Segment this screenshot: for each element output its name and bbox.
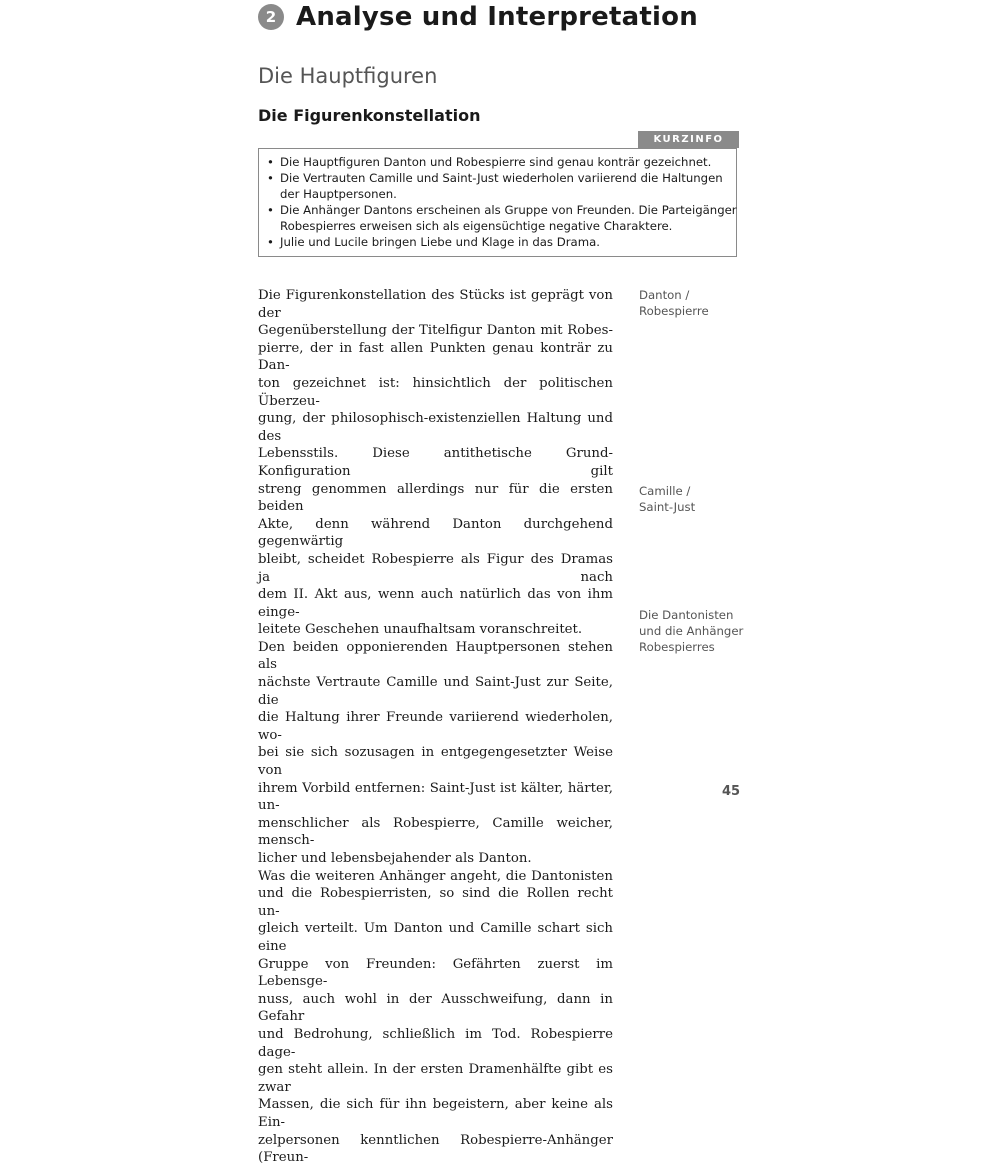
margin-note-line: Die Dantonisten	[639, 608, 734, 622]
margin-note-line: Robespierre	[639, 304, 709, 318]
margin-note-line: Robespierres	[639, 640, 715, 654]
body-line: licher und lebensbejahender als Danton.	[258, 851, 532, 866]
subsection-title: Die Figurenkonstellation	[258, 106, 481, 125]
margin-note-line: Danton /	[639, 288, 690, 302]
kurzinfo-line: • Die Hauptfiguren Danton und Robespierre sind genau konträr gezeichnet.	[280, 155, 712, 169]
kurzinfo-line: Robespierres erweisen sich als eigensüchtige negative Charaktere.	[280, 219, 673, 233]
section-title: Die Hauptfiguren	[258, 64, 438, 88]
kurzinfo-line: • Julie und Lucile bringen Liebe und Klage in das Drama.	[280, 235, 600, 249]
margin-note-dantonisten	[639, 607, 759, 655]
kurzinfo-item	[267, 154, 730, 170]
body-line: Lebensstils. Diese antithetische Grund-Konfiguration gilt	[258, 446, 613, 479]
body-line: gung, der philosophisch-existenziellen Haltung und des	[258, 411, 613, 444]
body-line: pierre, der in fast allen Punkten genau konträr zu Dan-	[258, 340, 613, 374]
body-line: leitete Geschehen unaufhaltsam voranschreitet.	[258, 622, 583, 638]
margin-note-line: Saint-Just	[639, 500, 696, 514]
body-line: nuss, auch wohl in der Ausschweifung, dann in Gefahr	[258, 991, 613, 1025]
margin-note-line: Camille /	[639, 484, 691, 498]
body-line: Gruppe von Freunden: Gefährten zuerst im Lebensge-	[258, 956, 613, 990]
kurzinfo-item	[267, 234, 730, 250]
body-line: und Bedrohung, schließlich im Tod. Robespierre dage-	[258, 1026, 613, 1060]
margin-note-camille-saint-just	[639, 483, 759, 515]
body-line: Was die weiteren Anhänger angeht, die Dantonisten	[258, 868, 613, 884]
margin-note-line: und die Anhänger	[639, 624, 744, 638]
kurzinfo-list	[267, 154, 737, 250]
chapter-heading	[258, 2, 698, 32]
kurzinfo-line: • Die Anhänger Dantons erscheinen als Gruppe von Freunden. Die Parteigänger	[280, 203, 737, 217]
chapter-number-badge: 2	[258, 4, 284, 30]
body-line: nächste Vertraute Camille und Saint-Just zur Seite, die	[258, 675, 613, 708]
body-line: die Haltung ihrer Freunde variierend wiederholen, wo-	[258, 710, 613, 743]
body-line: zelpersonen kenntlichen Robespierre-Anhänger (Freun-	[258, 1132, 613, 1166]
body-line: Akte, denn während Danton durchgehend gegenwärtig	[258, 516, 613, 550]
body-line: gen steht allein. In der ersten Dramenhälfte gibt es zwar	[258, 1062, 613, 1095]
body-line: ton gezeichnet ist: hinsichtlich der politischen Überzeu-	[258, 375, 613, 409]
kurzinfo-box	[258, 148, 737, 257]
body-line: dem II. Akt aus, wenn auch natürlich das von ihm einge-	[258, 587, 613, 620]
body-line: bleibt, scheidet Robespierre als Figur des Dramas ja nach	[258, 551, 613, 585]
body-line: Massen, die sich für ihn begeistern, aber keine als Ein-	[258, 1097, 613, 1130]
body-line: bei sie sich sozusagen in entgegengesetzter Weise von	[258, 745, 613, 779]
margin-note-danton-robespierre	[639, 287, 759, 319]
kurzinfo-line: • Die Vertrauten Camille und Saint-Just wiederholen variierend die Haltungen	[280, 171, 723, 185]
kurzinfo-label: KURZINFO	[638, 131, 739, 148]
chapter-title: Analyse und Interpretation	[296, 2, 698, 32]
body-line: gleich verteilt. Um Danton und Camille schart sich eine	[258, 921, 613, 954]
body-line: Den beiden opponierenden Hauptpersonen stehen als	[258, 639, 613, 673]
body-line: ihrem Vorbild entfernen: Saint-Just ist kälter, härter, un-	[258, 780, 613, 814]
body-text	[258, 287, 613, 1167]
page-number: 45	[722, 784, 741, 799]
body-line: menschlicher als Robespierre, Camille weicher, mensch-	[258, 815, 613, 849]
kurzinfo-line: der Hauptpersonen.	[280, 187, 397, 201]
body-line: Die Figurenkonstellation des Stücks ist geprägt von der	[258, 288, 613, 321]
body-line: Gegenüberstellung der Titelfigur Danton mit Robes-	[258, 323, 613, 339]
kurzinfo-item	[267, 202, 737, 234]
kurzinfo-item	[267, 170, 730, 202]
body-line: streng genommen allerdings nur für die ersten beiden	[258, 481, 613, 515]
body-line: und die Robespierristen, so sind die Rollen recht un-	[258, 886, 613, 919]
